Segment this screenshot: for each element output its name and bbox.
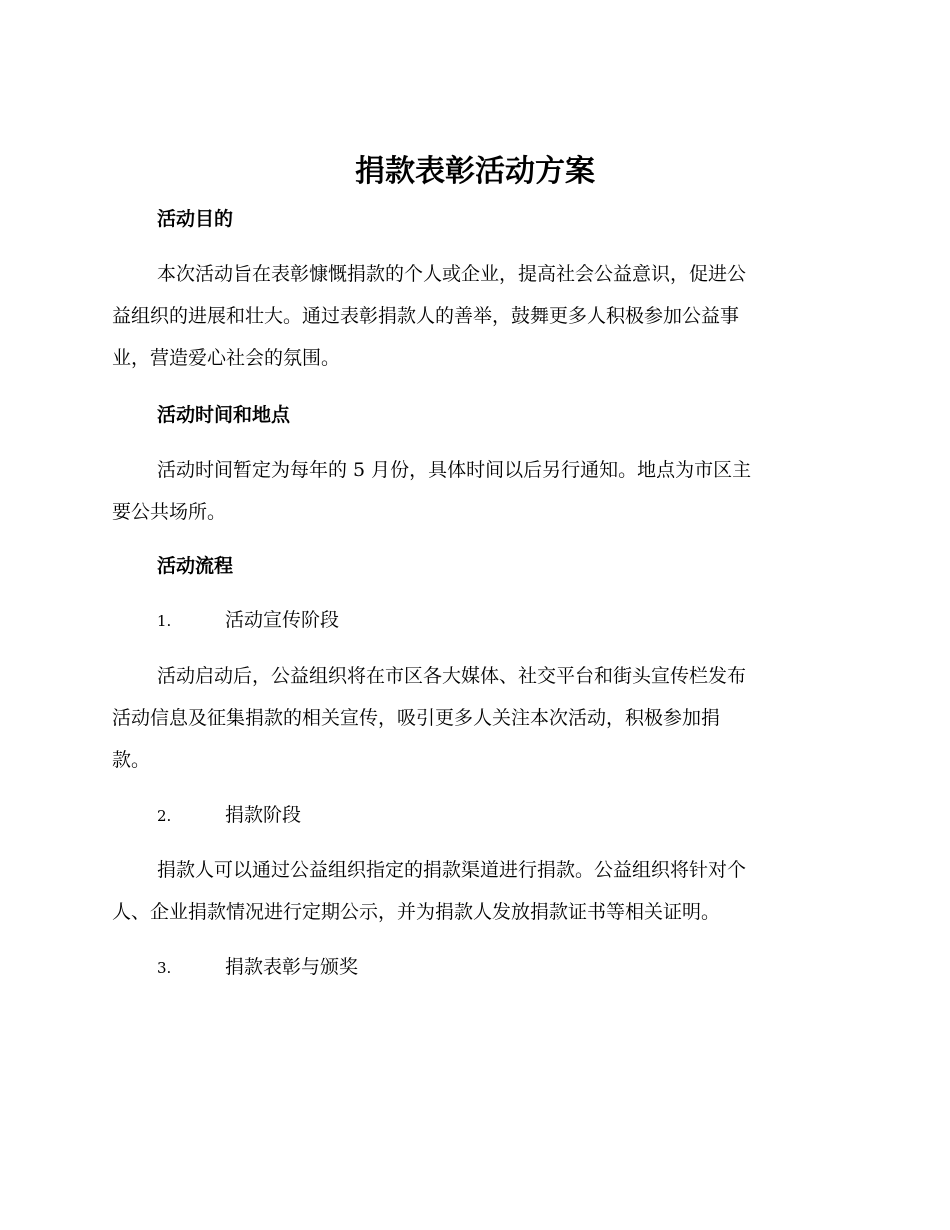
paragraph-line: 捐款人可以通过公益组织指定的捐款渠道进行捐款。公益组织将针对个 bbox=[157, 859, 747, 881]
step-1-paragraph bbox=[112, 655, 832, 781]
process-step-1 bbox=[157, 606, 339, 635]
paragraph-line: 本次活动旨在表彰慷慨捐款的个人或企业，提高社会公益意识，促进公 bbox=[157, 263, 747, 285]
process-step-2 bbox=[157, 801, 301, 830]
step-label: 捐款阶段 bbox=[225, 804, 302, 826]
paragraph-line: 活动信息及征集捐款的相关宣传，吸引更多人关注本次活动，积极参加捐 bbox=[112, 707, 721, 729]
section-heading-purpose: 活动目的 bbox=[157, 208, 234, 230]
document-title: 捐款表彰活动方案 bbox=[355, 154, 595, 189]
paragraph-line: 人、企业捐款情况进行定期公示，并为捐款人发放捐款证书等相关证明。 bbox=[112, 901, 721, 923]
paragraph-line: 款。 bbox=[112, 749, 151, 771]
paragraph-line: 要公共场所。 bbox=[112, 501, 227, 523]
process-step-3 bbox=[157, 953, 358, 982]
step-number: 1. bbox=[157, 612, 172, 630]
section-heading-time-place: 活动时间和地点 bbox=[157, 404, 291, 426]
time-place-paragraph bbox=[112, 449, 832, 533]
purpose-paragraph bbox=[112, 253, 832, 379]
step-label: 活动宣传阶段 bbox=[225, 609, 340, 631]
step-number: 3. bbox=[157, 959, 172, 977]
paragraph-line: 活动时间暂定为每年的 5 月份，具体时间以后另行通知。地点为市区主 bbox=[157, 459, 752, 481]
paragraph-line: 活动启动后，公益组织将在市区各大媒体、社交平台和街头宣传栏发布 bbox=[157, 665, 747, 687]
section-heading-process: 活动流程 bbox=[157, 555, 234, 577]
step-2-paragraph bbox=[112, 849, 832, 933]
paragraph-line: 业，营造爱心社会的氛围。 bbox=[112, 347, 341, 369]
step-label: 捐款表彰与颁奖 bbox=[225, 956, 359, 978]
step-number: 2. bbox=[157, 807, 172, 825]
paragraph-line: 益组织的进展和壮大。通过表彰捐款人的善举，鼓舞更多人积极参加公益事 bbox=[112, 305, 740, 327]
